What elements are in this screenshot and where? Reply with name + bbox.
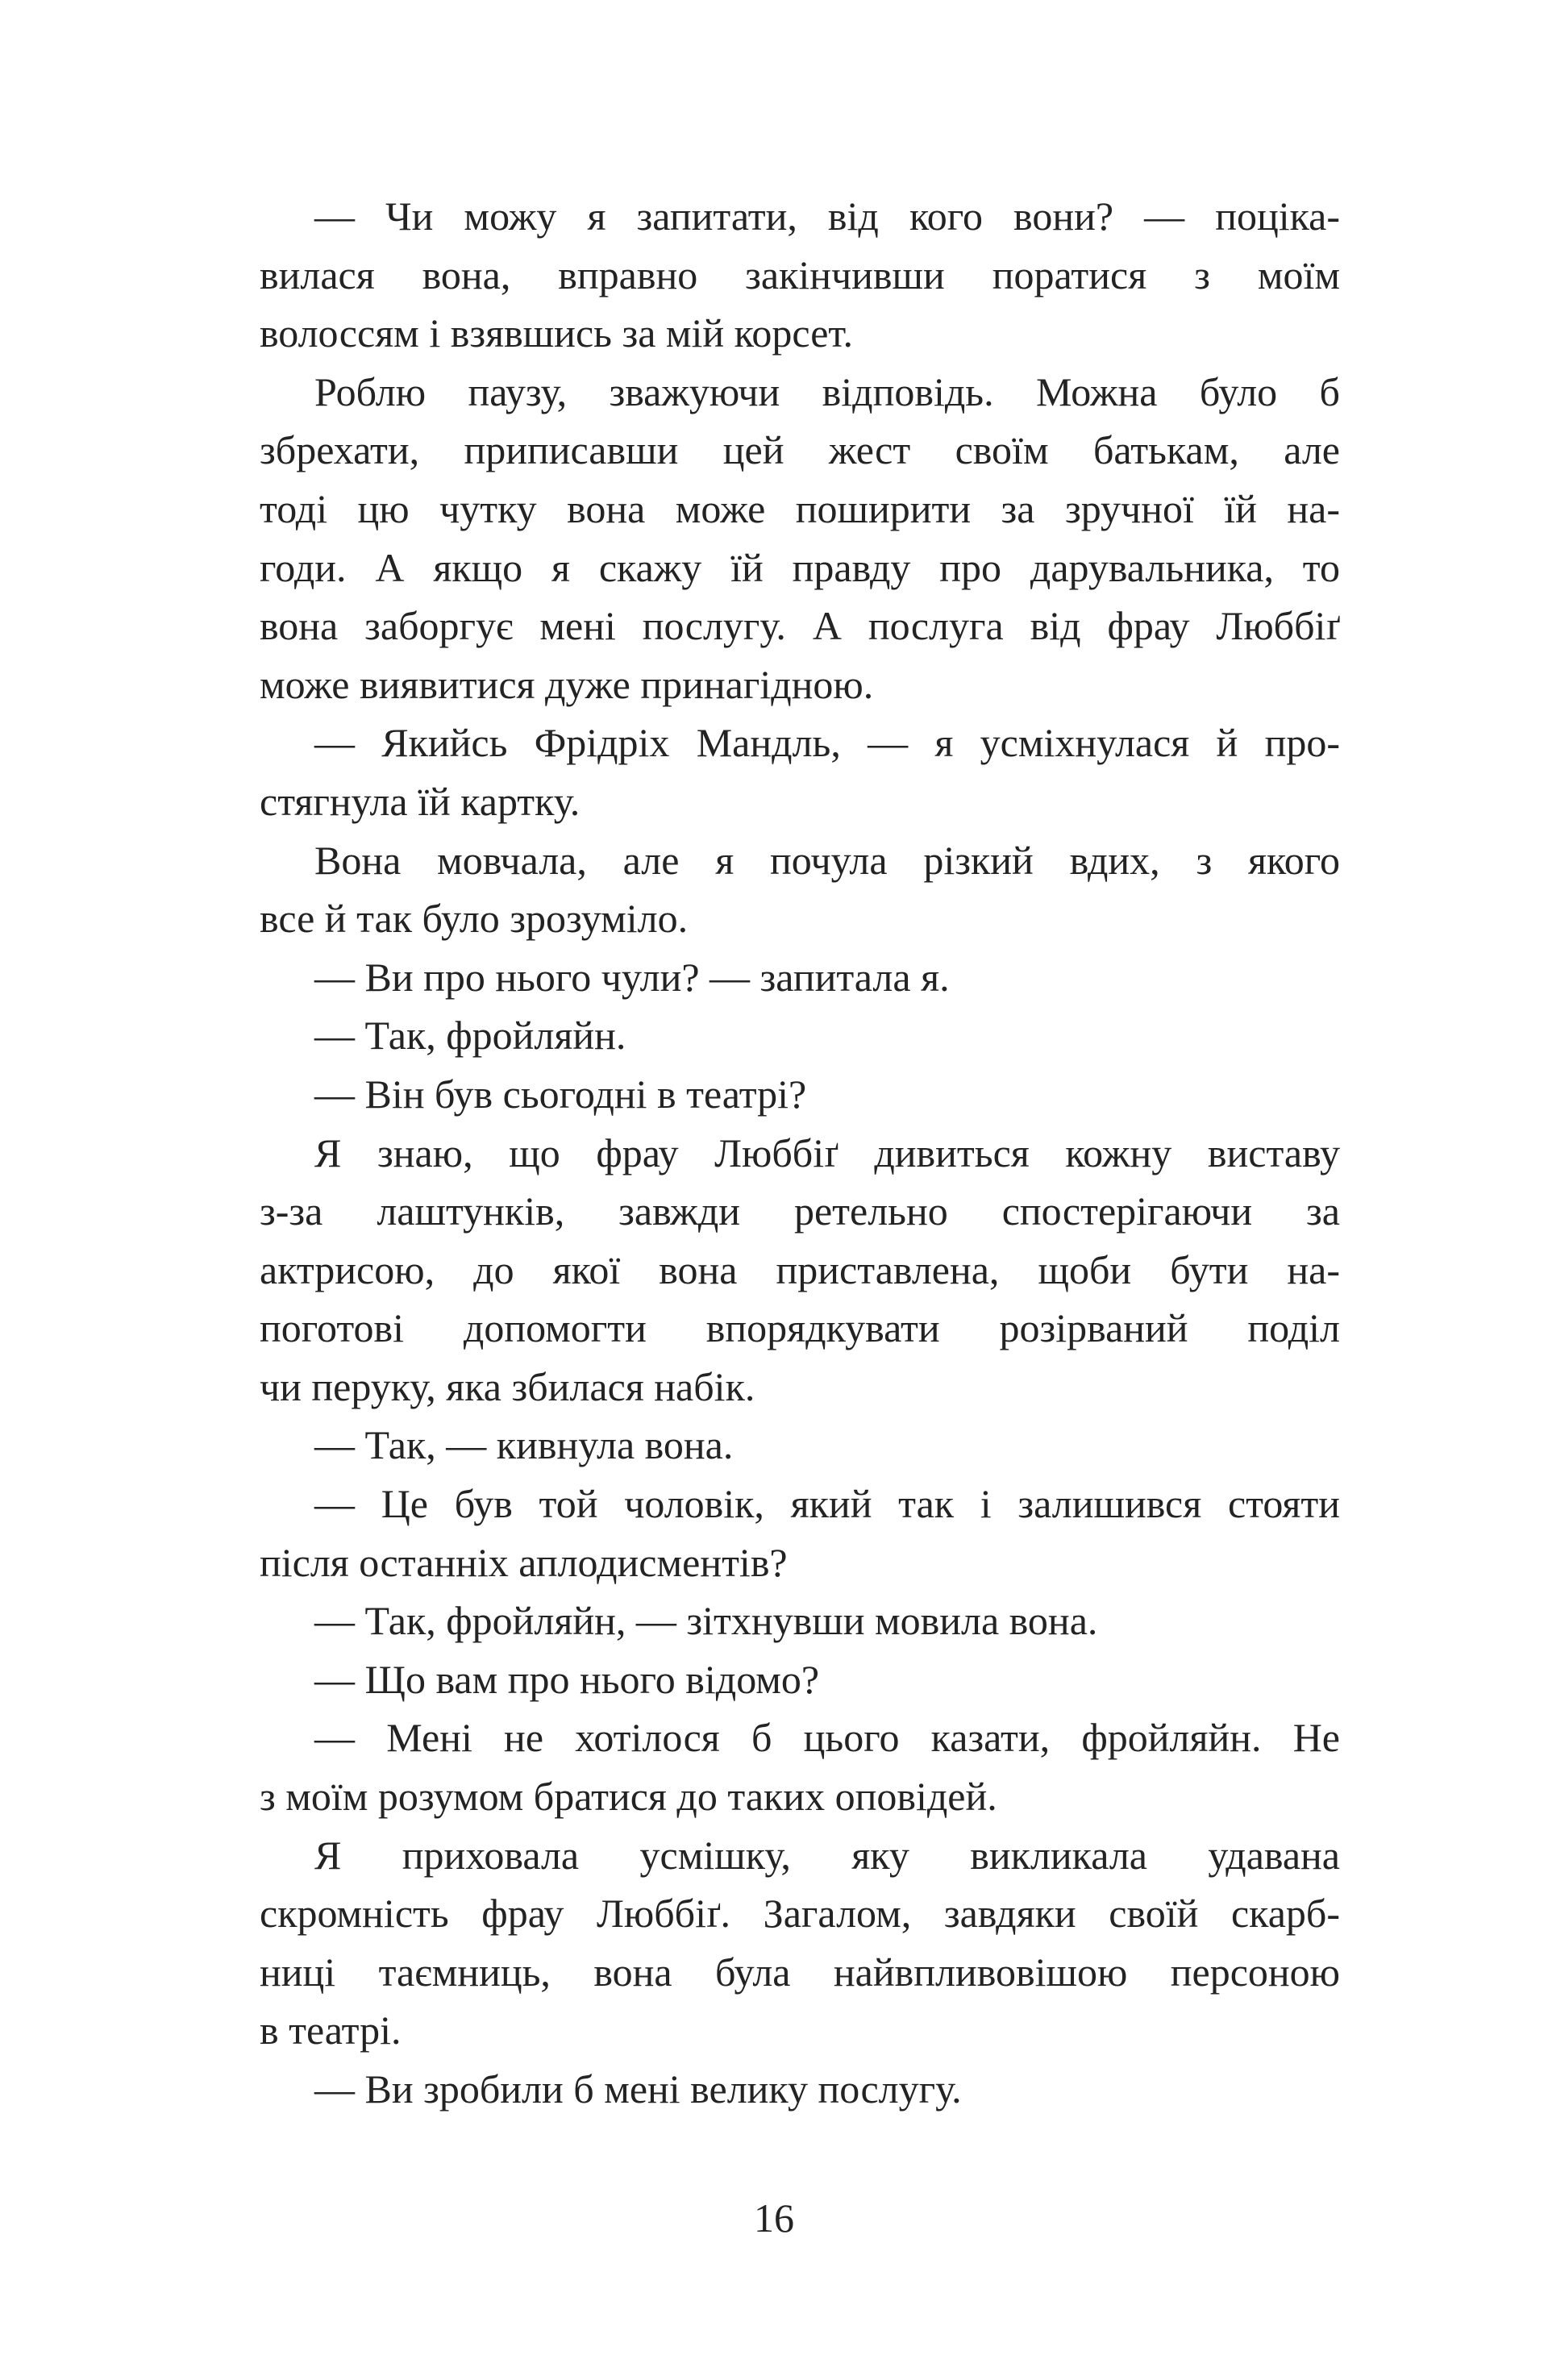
text-line: — Він був сьогодні в театрі?	[314, 1071, 807, 1117]
text-line: поготові допомогти впорядкувати розірваний поділ	[260, 1305, 1340, 1351]
text-line: після останніх аплодисментів?	[260, 1539, 788, 1585]
text-line: стягнула їй картку.	[260, 778, 580, 824]
text-line: — Чи можу я запитати, від кого вони? — поціка-	[314, 193, 1340, 239]
body-text	[260, 187, 1340, 2119]
text-line: годи. А якщо я скажу їй правду про дарувальника, то	[260, 544, 1340, 590]
text-line: — Мені не хотілося б цього казати, фройляйн. Не	[314, 1715, 1340, 1761]
text-line: з-за лаштунків, завжди ретельно спостерігаючи за	[260, 1188, 1340, 1234]
text-line: — Якийсь Фрідріх Мандль, — я усміхнулася й про-	[314, 720, 1340, 766]
text-line: — Це був той чоловік, який так і залишився стояти	[314, 1481, 1340, 1527]
page-number: 16	[754, 2195, 794, 2241]
text-line: ниці таємниць, вона була найвпливовішою персоною	[260, 1949, 1340, 1995]
text-line: Я знаю, що фрау Люббіґ дивиться кожну виставу	[314, 1130, 1340, 1175]
text-line: тоді цю чутку вона може поширити за зручної їй на-	[260, 485, 1340, 531]
text-line: вона заборгує мені послугу. А послуга від фрау Люббіґ	[260, 603, 1340, 649]
text-line: в театрі.	[260, 2008, 402, 2053]
text-line: — Так, фройляйн.	[314, 1013, 626, 1059]
text-line: чи перуку, яка збилася набік.	[260, 1363, 755, 1409]
text-line: — Ви зробили б мені велику послугу.	[314, 2066, 962, 2112]
text-line: — Ви про нього чули? — запитала я.	[314, 954, 950, 1000]
text-line: — Що вам про нього відомо?	[314, 1656, 820, 1702]
text-line: актрисою, до якої вона приставлена, щоби бути на-	[260, 1246, 1340, 1292]
text-line: з моїм розумом братися до таких оповідей.	[260, 1774, 997, 1820]
text-line: Я приховала усмішку, яку викликала удавана	[314, 1832, 1340, 1878]
text-line: може виявитися дуже принагідною.	[260, 661, 874, 707]
text-line: збрехати, приписавши цей жест своїм батькам, але	[260, 427, 1340, 473]
text-line: Вона мовчала, але я почула різкий вдих, з якого	[314, 837, 1340, 883]
text-line: — Так, — кивнула вона.	[314, 1422, 734, 1468]
text-line: скромність фрау Люббіґ. Загалом, завдяки своїй скарб-	[260, 1891, 1340, 1937]
text-line: — Так, фройляйн, — зітхнувши мовила вона.	[314, 1598, 1098, 1644]
text-line: волоссям і взявшись за мій корсет.	[260, 310, 854, 356]
text-line: вилася вона, вправно закінчивши поратися з моїм	[260, 252, 1340, 298]
text-line: все й так було зрозуміло.	[260, 896, 689, 942]
text-line: Роблю паузу, зважуючи відповідь. Можна було б	[314, 368, 1340, 414]
